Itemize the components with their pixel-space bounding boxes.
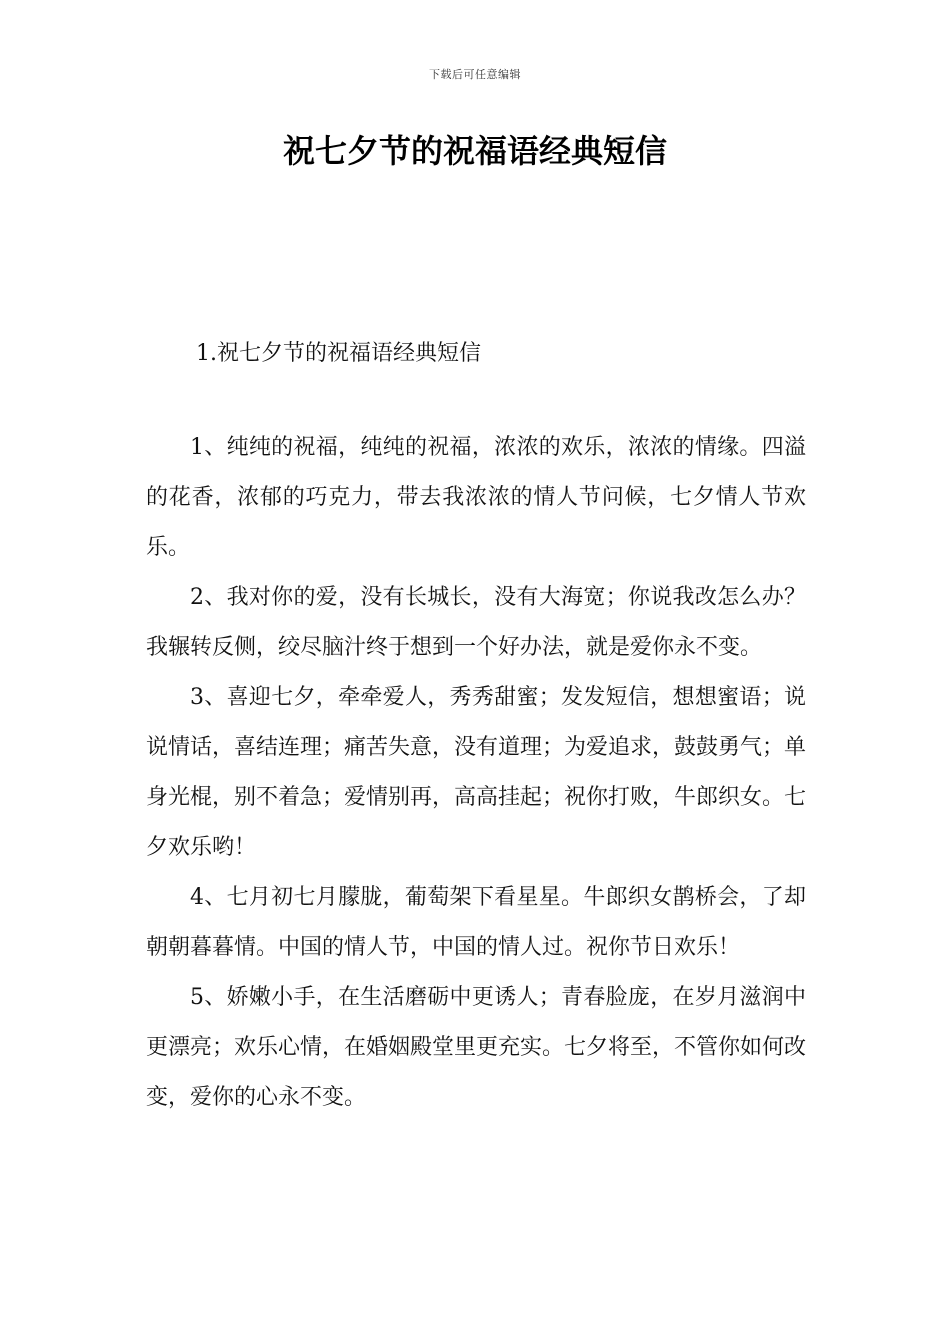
header-note: 下载后可任意编辑 xyxy=(429,68,521,81)
document-title: 祝七夕节的祝福语经典短信 xyxy=(282,132,667,170)
paragraph-5: 5、娇嫩小手，在生活磨砺中更诱人；青春脸庞，在岁月滋润中更漂亮；欢乐心情，在婚姻殿堂里更充实。七夕将至，不管你如何改变，爱你的心永不变。 xyxy=(146,985,807,1110)
paragraph-1: 1、纯纯的祝福，纯纯的祝福，浓浓的欢乐，浓浓的情缘。四溢的花香，浓郁的巧克力，带去我浓浓的情人节问候，七夕情人节欢乐。 xyxy=(146,435,806,560)
document-body xyxy=(146,423,806,1123)
paragraph-3: 3、喜迎七夕，牵牵爱人，秀秀甜蜜；发发短信，想想蜜语；说说情话，喜结连理；痛苦失意，没有道理；为爱追求，鼓鼓勇气；单身光棍，别不着急；爱情别再，高高挂起；祝你打败，牛郎织女。七夕欢乐哟！ xyxy=(146,685,807,860)
section-heading: 1.祝七夕节的祝福语经典短信 xyxy=(196,341,481,366)
paragraph-2: 2、我对你的爱，没有长城长，没有大海宽；你说我改怎么办？我辗转反侧，绞尽脑汁终于想到一个好办法，就是爱你永不变。 xyxy=(146,585,806,660)
paragraph-4: 4、七月初七月朦胧，葡萄架下看星星。牛郎织女鹊桥会，了却朝朝暮暮情。中国的情人节，中国的情人过。祝你节日欢乐！ xyxy=(146,885,806,960)
